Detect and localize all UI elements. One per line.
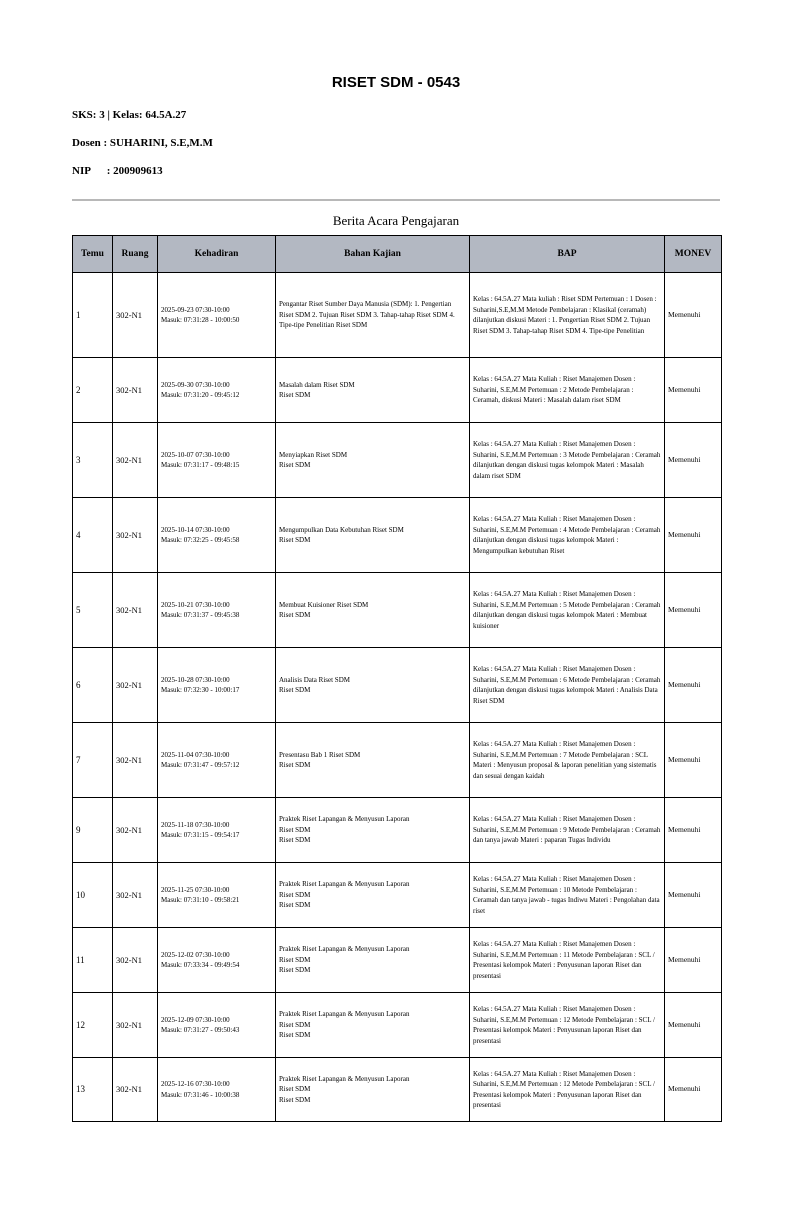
cell-temu: 2: [73, 358, 113, 423]
attendance-text: Masuk: 07:31:20 - 09:45:12: [161, 391, 240, 399]
schedule-text: 2025-11-18 07:30-10:00: [161, 820, 230, 829]
cell-bap: Kelas : 64.5A.27 Mata Kuliah : Riset Manajemen Dosen : Suharini, S.E,M.M Pertemuan : 10 Metode Pembelajaran : Ceramah dan tanya jawab - tugas Indiwu Materi : Pengolahan data riset: [470, 863, 665, 928]
cell-monev: Memenuhi: [665, 723, 722, 798]
cell-kehadiran: [158, 993, 276, 1058]
cell-bahan-kajian: [276, 798, 470, 863]
cell-bahan-kajian: [276, 993, 470, 1058]
cell-temu: 6: [73, 648, 113, 723]
header-temu: Temu: [73, 236, 113, 273]
attendance-text: Masuk: 07:31:27 - 09:50:43: [161, 1026, 240, 1034]
bahan-kajian-text: Mengumpulkan Data Kebutuhan Riset SDM Riset SDM: [279, 525, 404, 544]
cell-monev: Memenuhi: [665, 993, 722, 1058]
cell-bap: Kelas : 64.5A.27 Mata kuliah : Riset SDM Pertemuan : 1 Dosen : Suharini,S.E,M.M Metode Pembelajaran : Klasikal (ceramah) dilanjutkan diskusi Materi : 1. Pengertian Riset SDM 2. Tujuan Riset SDM 3. Tahap-tahap Riset SDM 4. Tipe-tipe Penelitian: [470, 273, 665, 358]
table-row: [73, 723, 722, 798]
schedule-text: 2025-10-21 07:30-10:00: [161, 600, 230, 609]
attendance-text: Masuk: 07:32:25 - 09:45:58: [161, 536, 240, 544]
nip-label: NIP: [72, 165, 91, 177]
schedule-text: 2025-11-04 07:30-10:00: [161, 750, 230, 759]
cell-bap: Kelas : 64.5A.27 Mata Kuliah : Riset Manajemen Dosen : Suharini, S.E,M.M Pertemuan : 12 Metode Pembelajaran : SCL / Presentasi kelompok Materi : Penyusunan laporan Riset dan presentasi: [470, 993, 665, 1058]
cell-ruang: 302-N1: [113, 573, 158, 648]
header-bap: BAP: [470, 236, 665, 273]
cell-bahan-kajian: [276, 928, 470, 993]
section-title: Berita Acara Pengajaran: [332, 213, 460, 228]
schedule-text: 2025-11-25 07:30-10:00: [161, 885, 230, 894]
cell-temu: 3: [73, 423, 113, 498]
table-row: [73, 273, 722, 358]
attendance-text: Masuk: 07:31:47 - 09:57:12: [161, 761, 240, 769]
table-row: [73, 798, 722, 863]
cell-ruang: 302-N1: [113, 993, 158, 1058]
cell-bahan-kajian: [276, 648, 470, 723]
cell-ruang: 302-N1: [113, 723, 158, 798]
cell-monev: Memenuhi: [665, 798, 722, 863]
cell-kehadiran: [158, 358, 276, 423]
cell-bahan-kajian: [276, 723, 470, 798]
table-row: [73, 1058, 722, 1122]
cell-kehadiran: [158, 648, 276, 723]
cell-bap: Kelas : 64.5A.27 Mata Kuliah : Riset Manajemen Dosen : Suharini, S.E,M.M Pertemuan : 5 Metode Pembelajaran : Ceramah dilanjutkan dengan diskusi tugas kelompok Materi : Membuat kuisioner: [470, 573, 665, 648]
cell-bap: Kelas : 64.5A.27 Mata Kuliah : Riset Manajemen Dosen : Suharini, S.E,M.M Pertemuan : 3 Metode Pembelajaran : Ceramah dilanjutkan dengan diskusi tugas kelompok Materi : Masalah dalam riset SDM: [470, 423, 665, 498]
cell-ruang: 302-N1: [113, 928, 158, 993]
schedule-text: 2025-09-23 07:30-10:00: [161, 305, 230, 314]
cell-ruang: 302-N1: [113, 423, 158, 498]
table-row: [73, 648, 722, 723]
attendance-text: Masuk: 07:33:34 - 09:49:54: [161, 961, 240, 969]
schedule-text: 2025-10-28 07:30-10:00: [161, 675, 230, 684]
cell-temu: 4: [73, 498, 113, 573]
cell-bahan-kajian: [276, 423, 470, 498]
attendance-text: Masuk: 07:32:30 - 10:00:17: [161, 686, 240, 694]
cell-kehadiran: [158, 863, 276, 928]
cell-bap: Kelas : 64.5A.27 Mata Kuliah : Riset Manajemen Dosen : Suharini, S.E,M.M Pertemuan : 6 Metode Pembelajaran : Ceramah dilanjutkan dengan diskusi tugas kelompok Materi : Analisis Data Riset SDM: [470, 648, 665, 723]
dosen-value: : SUHARINI, S.E,M.M: [103, 137, 213, 149]
header-bahan-kajian: Bahan Kajian: [276, 236, 470, 273]
cell-bap: Kelas : 64.5A.27 Mata Kuliah : Riset Manajemen Dosen : Suharini, S.E,M.M Pertemuan : 11 Metode Pembelajaran : SCL / Presentasi kelompok Materi : Penyusunan laporan Riset dan presentasi: [470, 928, 665, 993]
cell-ruang: 302-N1: [113, 798, 158, 863]
cell-monev: Memenuhi: [665, 863, 722, 928]
cell-temu: 9: [73, 798, 113, 863]
cell-ruang: 302-N1: [113, 648, 158, 723]
cell-bahan-kajian: [276, 273, 470, 358]
bahan-kajian-text: Praktek Riset Lapangan & Menyusun Laporan Riset SDM Riset SDM: [279, 1010, 410, 1040]
schedule-text: 2025-12-16 07:30-10:00: [161, 1080, 230, 1088]
table-row: [73, 498, 722, 573]
cell-ruang: 302-N1: [113, 358, 158, 423]
cell-temu: 7: [73, 723, 113, 798]
table-row: [73, 993, 722, 1058]
header-ruang: Ruang: [113, 236, 158, 273]
cell-temu: 5: [73, 573, 113, 648]
cell-monev: Memenuhi: [665, 648, 722, 723]
schedule-text: 2025-09-30 07:30-10:00: [161, 380, 230, 389]
cell-temu: 10: [73, 863, 113, 928]
table-row: [73, 423, 722, 498]
cell-bap: Kelas : 64.5A.27 Mata Kuliah : Riset Manajemen Dosen : Suharini, S.E,M.M Pertemuan : 12 Metode Pembelajaran : SCL / Presentasi kelompok Materi : Penyusunan laporan Riset dan presentasi: [470, 1058, 665, 1122]
cell-bap: Kelas : 64.5A.27 Mata Kuliah : Riset Manajemen Dosen : Suharini, S.E,M.M Pertemuan : 2 Metode Pembelajaran : Ceramah, diskusi Materi : Masalah dalam riset SDM: [470, 358, 665, 423]
cell-ruang: 302-N1: [113, 273, 158, 358]
cell-ruang: 302-N1: [113, 1058, 158, 1122]
header-monev: MONEV: [665, 236, 722, 273]
cell-bahan-kajian: [276, 863, 470, 928]
attendance-text: Masuk: 07:31:15 - 09:54:17: [161, 831, 240, 839]
cell-monev: Memenuhi: [665, 358, 722, 423]
cell-bap: Kelas : 64.5A.27 Mata Kuliah : Riset Manajemen Dosen : Suharini, S.E,M.M Pertemuan : 4 Metode Pembelajaran : Ceramah dilanjutkan dengan diskusi tugas kelompok Materi : Mengumpulkan kebutuhan Riset: [470, 498, 665, 573]
bahan-kajian-text: Praktek Riset Lapangan & Menyusun Laporan Riset SDM Riset SDM: [279, 880, 410, 910]
bahan-kajian-text: Presentasu Bab 1 Riset SDM Riset SDM: [279, 750, 361, 769]
cell-ruang: 302-N1: [113, 863, 158, 928]
attendance-text: Masuk: 07:31:28 - 10:00:50: [161, 316, 240, 324]
bahan-kajian-text: Membuat Kuisioner Riset SDM Riset SDM: [279, 600, 369, 619]
cell-temu: 12: [73, 993, 113, 1058]
divider: [72, 199, 720, 201]
cell-bap: Kelas : 64.5A.27 Mata Kuliah : Riset Manajemen Dosen : Suharini, S.E,M.M Pertemuan : 9 Metode Pembelajaran : Ceramah dan tanya jawab Materi : paparan Tugas Individu: [470, 798, 665, 863]
bahan-kajian-text: Menyiapkan Riset SDM Riset SDM: [279, 450, 348, 469]
cell-kehadiran: [158, 1058, 276, 1122]
page-title: RISET SDM - 0543: [331, 74, 461, 91]
sks-kelas-line: SKS: 3 | Kelas: 64.5A.27: [72, 109, 187, 121]
table-header-row: [73, 236, 722, 273]
table-row: [73, 863, 722, 928]
nip-value: : 200909613: [106, 165, 163, 177]
bap-table: [72, 235, 722, 1122]
cell-monev: Memenuhi: [665, 573, 722, 648]
cell-bahan-kajian: [276, 573, 470, 648]
cell-ruang: 302-N1: [113, 498, 158, 573]
dosen-label: Dosen: [72, 137, 101, 149]
cell-kehadiran: [158, 723, 276, 798]
cell-kehadiran: [158, 273, 276, 358]
cell-kehadiran: [158, 573, 276, 648]
cell-bahan-kajian: [276, 498, 470, 573]
attendance-text: Masuk: 07:31:37 - 09:45:38: [161, 611, 240, 619]
cell-bahan-kajian: [276, 358, 470, 423]
cell-kehadiran: [158, 498, 276, 573]
cell-bap: Kelas : 64.5A.27 Mata Kuliah : Riset Manajemen Dosen : Suharini, S.E,M.M Pertemuan : 7 Metode Pembelajaran : SCL Materi : Menyusun proposal & laporan penelitian yang sistematis dan sesuai dengan kaidah: [470, 723, 665, 798]
header-kehadiran: Kehadiran: [158, 236, 276, 273]
cell-temu: 13: [73, 1058, 113, 1122]
attendance-text: Masuk: 07:31:10 - 09:58:21: [161, 896, 240, 904]
bahan-kajian-text: Analisis Data Riset SDM Riset SDM: [279, 675, 350, 694]
bahan-kajian-text: Pengantar Riset Sumber Daya Manusia (SDM): 1. Pengertian Riset SDM 2. Tujuan Riset SDM 3. Tahap-tahap Riset SDM 4. Tipe-tipe Penelitian Riset SDM: [279, 300, 455, 330]
cell-monev: Memenuhi: [665, 273, 722, 358]
nip-line: [72, 165, 163, 177]
attendance-text: Masuk: 07:31:17 - 09:48:15: [161, 461, 240, 469]
cell-bahan-kajian: [276, 1058, 470, 1122]
cell-kehadiran: [158, 928, 276, 993]
cell-temu: 1: [73, 273, 113, 358]
attendance-text: Masuk: 07:31:46 - 10:00:38: [161, 1090, 240, 1099]
cell-monev: Memenuhi: [665, 498, 722, 573]
bahan-kajian-text: Praktek Riset Lapangan & Menyusun Laporan Riset SDM Riset SDM: [279, 1074, 410, 1104]
cell-kehadiran: [158, 798, 276, 863]
cell-monev: Memenuhi: [665, 423, 722, 498]
dosen-line: [72, 137, 213, 149]
schedule-text: 2025-10-14 07:30-10:00: [161, 525, 230, 534]
table-row: [73, 928, 722, 993]
cell-monev: Memenuhi: [665, 1058, 722, 1122]
cell-monev: Memenuhi: [665, 928, 722, 993]
table-body: [73, 273, 722, 1122]
schedule-text: 2025-12-09 07:30-10:00: [161, 1015, 230, 1024]
table-row: [73, 358, 722, 423]
bahan-kajian-text: Praktek Riset Lapangan & Menyusun Laporan Riset SDM Riset SDM: [279, 815, 410, 845]
schedule-text: 2025-10-07 07:30-10:00: [161, 450, 230, 459]
cell-temu: 11: [73, 928, 113, 993]
cell-kehadiran: [158, 423, 276, 498]
bahan-kajian-text: Praktek Riset Lapangan & Menyusun Laporan Riset SDM Riset SDM: [279, 945, 410, 975]
schedule-text: 2025-12-02 07:30-10:00: [161, 950, 230, 959]
table-row: [73, 573, 722, 648]
bahan-kajian-text: Masalah dalam Riset SDM Riset SDM: [279, 380, 355, 399]
